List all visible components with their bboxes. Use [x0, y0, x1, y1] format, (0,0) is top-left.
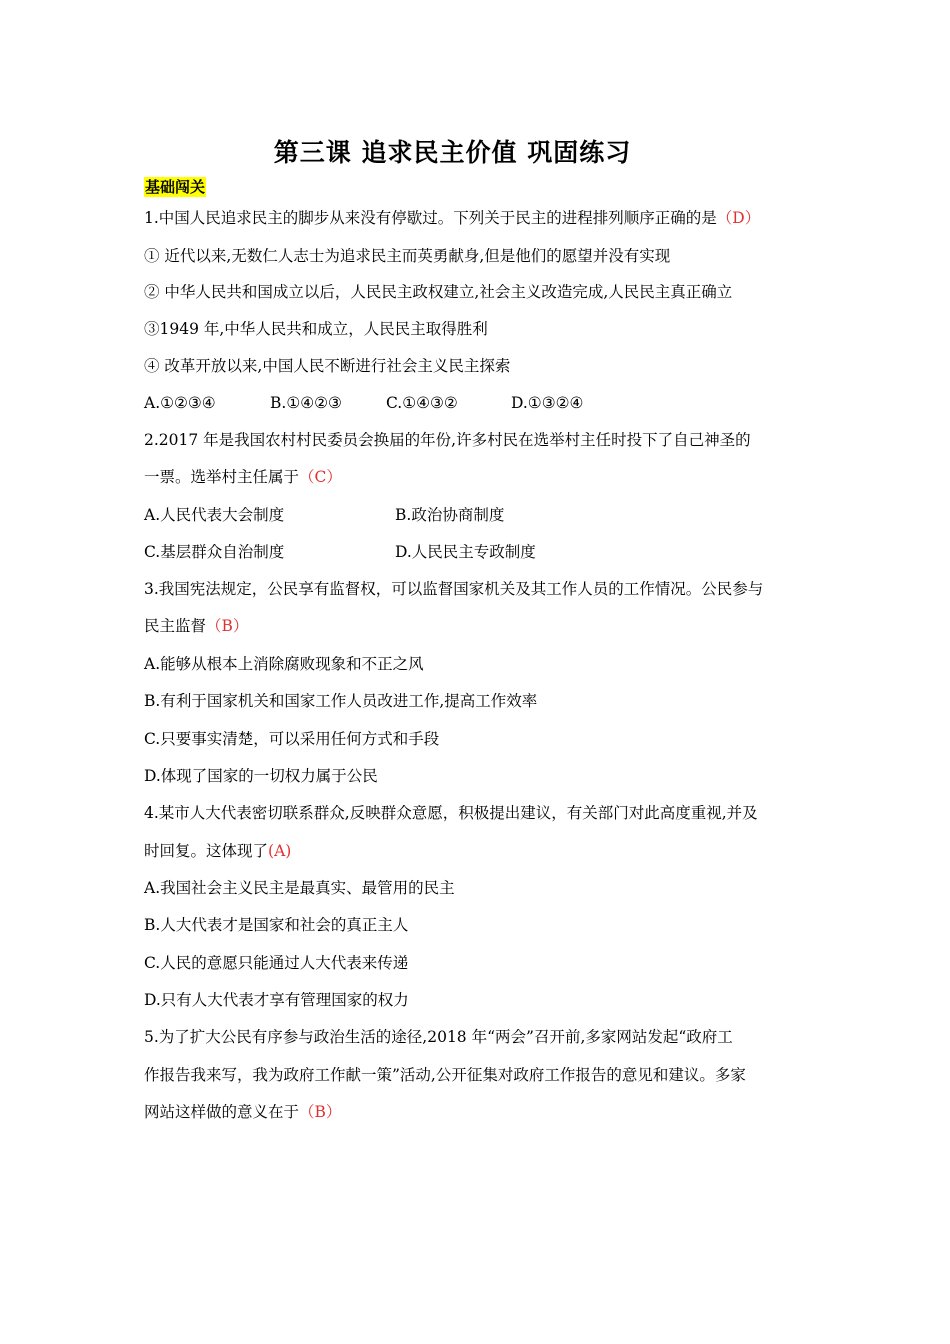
question-2-answer: （C）: [299, 468, 342, 486]
question-1-item-1: ① 近代以来,无数仁人志士为追求民主而英勇献身,但是他们的愿望并没有实现: [144, 247, 671, 265]
question-2-stem-line-2: 一票。选举村主任属于（C）: [144, 468, 342, 486]
question-4-option-d: D.只有人大代表才享有管理国家的权力: [144, 991, 409, 1009]
option-b: B.政治协商制度: [395, 506, 505, 524]
option-c: C.基层群众自治制度: [144, 543, 285, 561]
question-4-answer: (A): [268, 842, 292, 860]
question-3-stem-line-1: 3.我国宪法规定，公民享有监督权，可以监督国家机关及其工作人员的工作情况。公民参与: [144, 580, 764, 598]
question-4-option-c: C.人民的意愿只能通过人大代表来传递: [144, 954, 409, 972]
option-d: D.人民民主专政制度: [395, 543, 536, 561]
question-3-option-a: A.能够从根本上消除腐败现象和不正之风: [144, 655, 424, 673]
option-d: D.①③②④: [511, 394, 584, 412]
option-c: C.①④③②: [386, 394, 458, 412]
question-4-option-b: B.人大代表才是国家和社会的真正主人: [144, 916, 409, 934]
option-a: A.人民代表大会制度: [144, 506, 285, 524]
question-3-answer: （B）: [206, 617, 249, 635]
question-5-stem-line-1: 5.为了扩大公民有序参与政治生活的途径,2018 年“两会”召开前,多家网站发起“政府工: [144, 1028, 733, 1046]
question-1-stem: 1.中国人民追求民主的脚步从来没有停歇过。下列关于民主的进程排列顺序正确的是（D）: [144, 209, 761, 227]
question-1-answer: （D）: [716, 209, 761, 227]
question-3-stem-line-2: 民主监督（B）: [144, 617, 249, 635]
option-a: A.①②③④: [144, 394, 216, 412]
question-3-option-c: C.只要事实清楚，可以采用任何方式和手段: [144, 730, 440, 748]
question-5-stem-line-2: 作报告我来写，我为政府工作献一策”活动,公开征集对政府工作报告的意见和建议。多家: [144, 1066, 746, 1084]
question-4-stem-line-2: 时回复。这体现了(A): [144, 842, 292, 860]
question-5-answer: （B）: [299, 1103, 342, 1121]
option-b: B.①④②③: [270, 394, 342, 412]
question-3-option-d: D.体现了国家的一切权力属于公民: [144, 767, 378, 785]
question-2-stem-line-1: 2.2017 年是我国农村村民委员会换届的年份,许多村民在选举村主任时投下了自己神圣的: [144, 431, 751, 449]
question-1-item-2: ② 中华人民共和国成立以后，人民民主政权建立,社会主义改造完成,人民民主真正确立: [144, 283, 733, 301]
question-1-item-3: ③1949 年,中华人民共和成立，人民民主取得胜利: [144, 320, 488, 338]
page-title: 第三课 追求民主价值 巩固练习: [273, 138, 632, 167]
question-4-option-a: A.我国社会主义民主是最真实、最管用的民主: [144, 879, 455, 897]
question-4-stem-line-1: 4.某市人大代表密切联系群众,反映群众意愿，积极提出建议，有关部门对此高度重视,并及: [144, 804, 758, 822]
section-heading: 基础闯关: [145, 178, 206, 196]
question-5-stem-line-3: 网站这样做的意义在于（B）: [144, 1103, 342, 1121]
question-1-item-4: ④ 改革开放以来,中国人民不断进行社会主义民主探索: [144, 357, 511, 375]
question-3-option-b: B.有利于国家机关和国家工作人员改进工作,提高工作效率: [144, 692, 538, 710]
